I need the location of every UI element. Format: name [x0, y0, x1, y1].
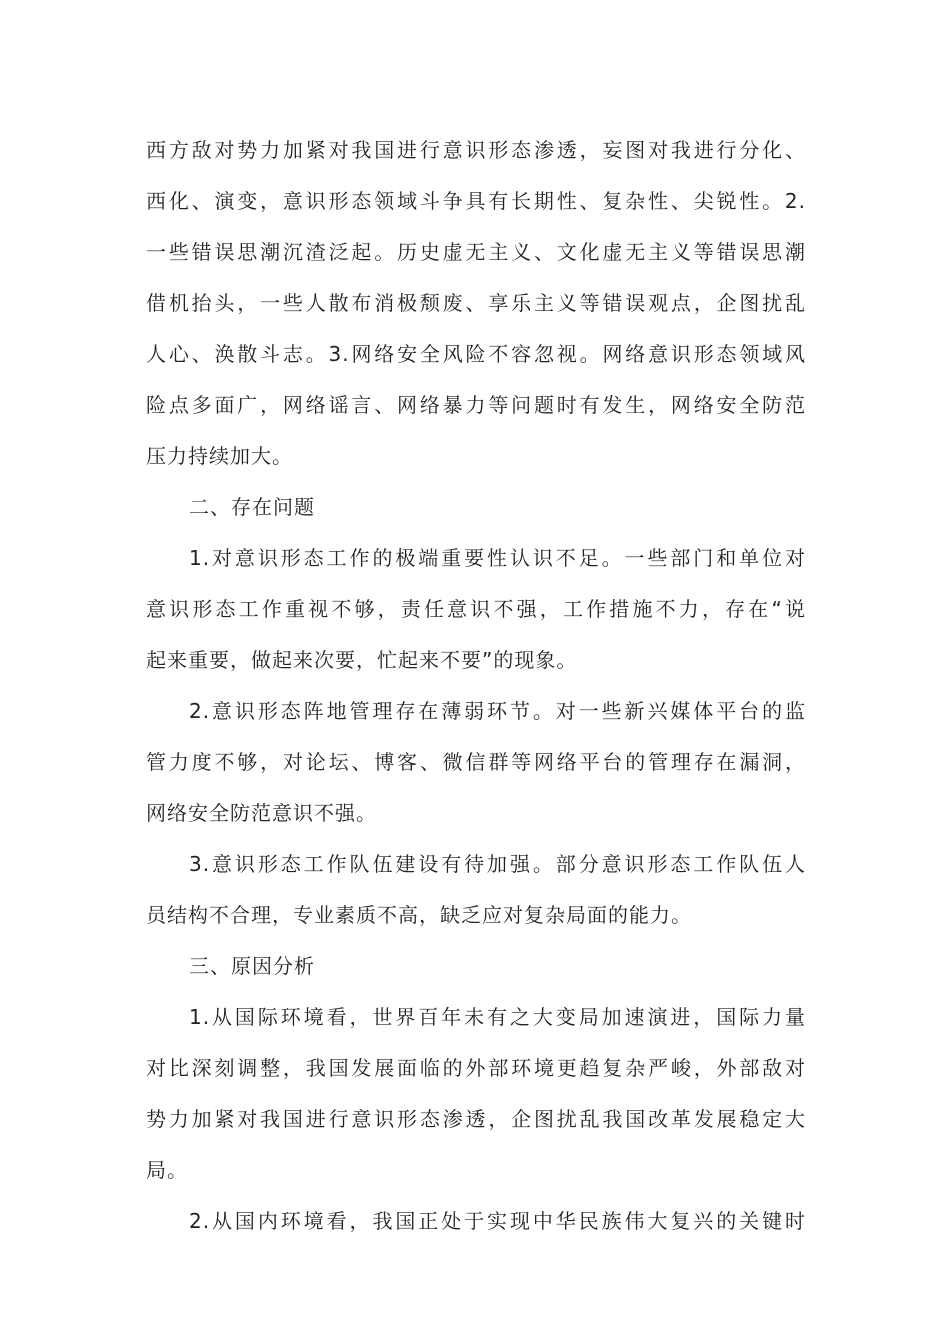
text-line: 人心、涣散斗志。3.网络安全风险不容忽视。网络意识形态领域风 — [146, 342, 806, 366]
text-line: 2.从国内环境看，我国正处于实现中华民族伟大复兴的关键时 — [189, 1209, 806, 1233]
text-line: 对比深刻调整，我国发展面临的外部环境更趋复杂严峻，外部敌对 — [146, 1056, 806, 1080]
text-line: 局。 — [146, 1158, 188, 1182]
text-line: 势力加紧对我国进行意识形态渗透，企图扰乱我国改革发展稳定大 — [146, 1107, 806, 1131]
text-line: 险点多面广，网络谣言、网络暴力等问题时有发生，网络安全防范 — [146, 393, 806, 417]
text-line: 起来重要，做起来次要，忙起来不要”的现象。 — [146, 648, 578, 672]
text-line: 2.意识形态阵地管理存在薄弱环节。对一些新兴媒体平台的监 — [189, 699, 806, 723]
text-line: 压力持续加大。 — [146, 444, 293, 468]
text-line: 西方敌对势力加紧对我国进行意识形态渗透，妄图对我进行分化、 — [146, 138, 806, 162]
text-line: 借机抬头，一些人散布消极颓废、享乐主义等错误观点，企图扰乱 — [146, 291, 806, 315]
text-line: 1.对意识形态工作的极端重要性认识不足。一些部门和单位对 — [189, 546, 806, 570]
text-line: 3.意识形态工作队伍建设有待加强。部分意识形态工作队伍人 — [189, 852, 806, 876]
text-line: 员结构不合理，专业素质不高，缺乏应对复杂局面的能力。 — [146, 903, 692, 927]
text-line: 管力度不够，对论坛、博客、微信群等网络平台的管理存在漏洞， — [146, 750, 806, 774]
section-heading: 三、原因分析 — [189, 954, 315, 978]
text-line: 网络安全防范意识不强。 — [146, 801, 377, 825]
text-line: 意识形态工作重视不够，责任意识不强，工作措施不力，存在“说 — [146, 597, 806, 621]
text-line: 1.从国际环境看，世界百年未有之大变局加速演进，国际力量 — [189, 1005, 806, 1029]
text-line: 西化、演变，意识形态领域斗争具有长期性、复杂性、尖锐性。2. — [146, 189, 806, 213]
section-heading: 二、存在问题 — [189, 495, 315, 519]
text-line: 一些错误思潮沉渣泛起。历史虚无主义、文化虚无主义等错误思潮 — [146, 240, 806, 264]
